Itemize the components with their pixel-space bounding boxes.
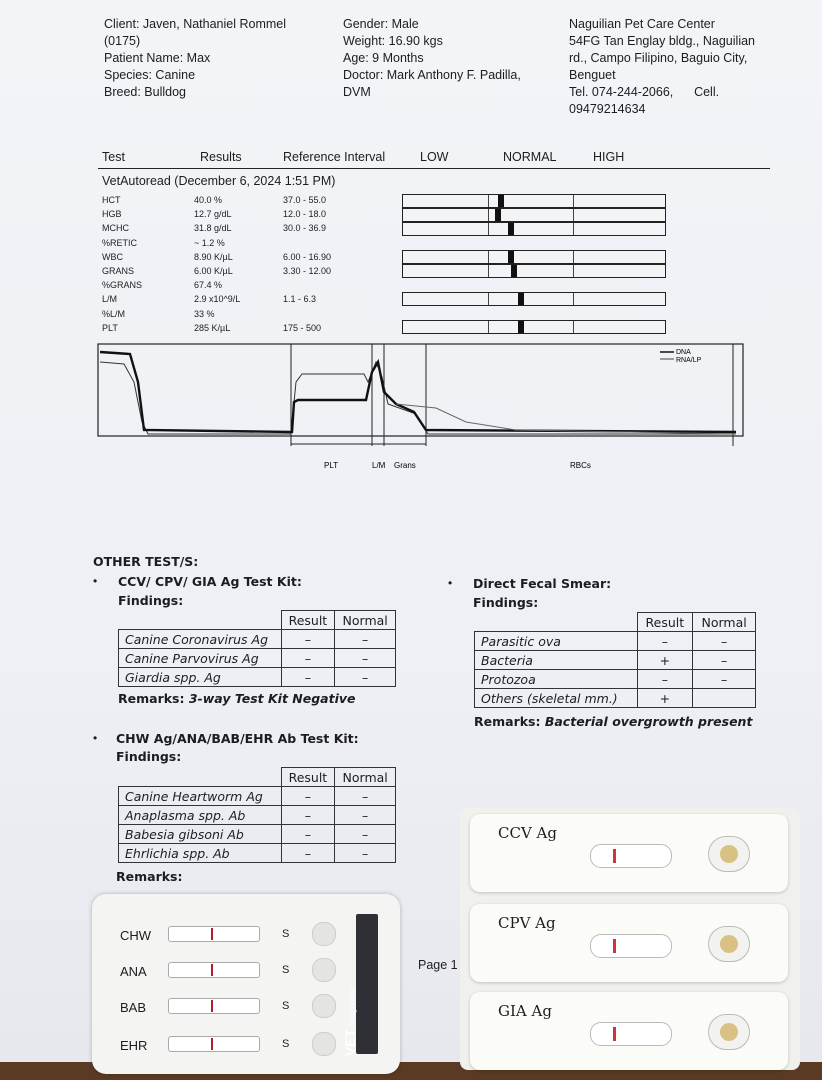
gauge-marker — [518, 321, 524, 333]
result-row — [102, 207, 402, 221]
clinic-line: Tel. 074-244-2066, Cell. — [569, 85, 720, 99]
gauge-marker — [495, 209, 501, 221]
col-result: Result — [637, 613, 693, 632]
sample-mark: S — [282, 964, 290, 976]
control-line — [613, 939, 616, 953]
cassette-label: CPV Ag — [498, 914, 556, 932]
col-normal: Normal — [335, 768, 396, 787]
clinic-line: Benguet — [569, 68, 616, 82]
param-name: %L/M — [102, 308, 126, 319]
patient-line: Weight: 16.90 kgs — [343, 34, 443, 48]
cassette-label: CCV Ag — [498, 824, 557, 842]
kit-row-label: EHR — [120, 1038, 148, 1053]
col-normal: Normal — [693, 613, 756, 632]
ccv-cassette — [470, 814, 788, 892]
gia-cassette — [470, 992, 788, 1070]
param-value: 12.7 g/dL — [194, 209, 232, 220]
param-name: PLT — [102, 322, 118, 333]
table-row: Canine Coronavirus Ag – – — [119, 630, 396, 649]
sample-mark: S — [282, 1038, 290, 1050]
gauge-plt — [402, 320, 666, 334]
result-row — [102, 278, 402, 292]
gauge-hgb — [402, 208, 666, 222]
client-line: Patient Name: Max — [104, 51, 211, 65]
label-lm: L/M — [372, 461, 386, 470]
table-row: Ehrlichia spp. Ab – – — [119, 844, 396, 863]
client-line: Species: Canine — [104, 68, 196, 82]
table-row: Giardia spp. Ag – – — [119, 668, 396, 687]
test-strip — [168, 962, 260, 978]
run-title: VetAutoread (December 6, 2024 1:51 PM) — [102, 174, 336, 188]
brand-logo: VET Diagnostix — [342, 987, 359, 1057]
result-row — [102, 193, 402, 207]
section-title: Direct Fecal Smear: — [473, 576, 612, 591]
patient-line: Gender: Male — [343, 17, 419, 31]
patient-line: Age: 9 Months — [343, 51, 424, 65]
gauge-marker — [511, 265, 517, 277]
control-line — [613, 1027, 616, 1041]
gauge-lm — [402, 292, 666, 306]
param-name: MCHC — [102, 223, 129, 234]
col-result: Result — [281, 768, 335, 787]
sample-well — [708, 836, 750, 872]
gauge-hct — [402, 194, 666, 208]
sample-well — [312, 958, 336, 982]
param-value: 31.8 g/dL — [194, 223, 232, 234]
client-line: Client: Javen, Nathaniel Rommel — [104, 17, 287, 31]
sample-mark: S — [282, 928, 290, 940]
kit-row-label: CHW — [120, 928, 152, 943]
result-row — [102, 307, 402, 321]
clinic-line: 54FG Tan Englay bldg., Naguilian — [569, 34, 755, 48]
patient-line: Doctor: Mark Anthony F. Padilla, — [343, 68, 521, 82]
label-grans: Grans — [394, 461, 416, 470]
param-ref: 1.1 - 6.3 — [283, 294, 317, 305]
chw-test-kit — [92, 894, 400, 1074]
section-title: CHW Ag/ANA/BAB/EHR Ab Test Kit: — [116, 731, 359, 746]
clinic-info — [569, 16, 789, 118]
kit-row-label: BAB — [120, 1000, 147, 1015]
table-row: Others (skeletal mm.) + — [475, 689, 756, 708]
test-strip — [168, 926, 260, 942]
other-tests-title: OTHER TEST/S: — [93, 554, 199, 569]
col-result: Result — [281, 611, 335, 630]
param-value: 33 % — [194, 308, 215, 319]
client-line: (0175) — [104, 34, 141, 48]
param-name: WBC — [102, 251, 123, 262]
col-normal: NORMAL — [503, 150, 557, 164]
col-results: Results — [200, 150, 242, 164]
param-name: GRANS — [102, 265, 135, 276]
result-row — [102, 264, 402, 278]
param-ref: 3.30 - 12.00 — [283, 265, 332, 276]
sample-well — [708, 1014, 750, 1050]
section-title: CCV/ CPV/ GIA Ag Test Kit: — [118, 574, 302, 589]
col-ref: Reference Interval — [283, 150, 386, 164]
chw-table — [118, 767, 396, 863]
gauge-marker — [518, 293, 524, 305]
chw-remarks: Remarks: — [116, 869, 183, 884]
table-row: Bacteria + – — [475, 651, 756, 670]
kit-row-label: ANA — [120, 964, 147, 979]
param-value: 6.00 K/µL — [194, 265, 233, 276]
param-value: 2.9 x10^9/L — [194, 294, 241, 305]
buffy-coat-histogram — [96, 342, 746, 472]
param-value: 40.0 % — [194, 195, 223, 205]
gauge-grans — [402, 264, 666, 278]
results-table — [102, 193, 402, 335]
table-row: Anaplasma spp. Ab – – — [119, 806, 396, 825]
sample-well — [312, 1032, 336, 1056]
table-row: Protozoa – – — [475, 670, 756, 689]
param-ref: 37.0 - 55.0 — [283, 195, 327, 205]
param-value: ~ 1.2 % — [194, 237, 225, 248]
client-line: Breed: Bulldog — [104, 85, 187, 99]
page-number: Page 1 — [418, 958, 458, 972]
param-ref: 175 - 500 — [283, 322, 322, 333]
sample-well — [312, 994, 336, 1018]
param-value: 8.90 K/µL — [194, 251, 233, 262]
patient-line: DVM — [343, 85, 371, 99]
label-plt: PLT — [324, 461, 339, 470]
clinic-line: 09479214634 — [569, 102, 646, 116]
col-low: LOW — [420, 150, 449, 164]
control-line — [613, 849, 616, 863]
table-row: Canine Parvovirus Ag – – — [119, 649, 396, 668]
ccv-table — [118, 610, 396, 687]
legend-rnalp: RNA/LP — [676, 357, 702, 364]
findings-label: Findings: — [116, 749, 182, 764]
fecal-remarks: Remarks: Bacterial overgrowth present — [474, 714, 753, 729]
clinic-line: rd., Campo Filipino, Baguio City, — [569, 51, 748, 65]
patient-info — [343, 16, 543, 101]
result-row — [102, 236, 402, 250]
gauge-marker — [498, 195, 504, 207]
param-name: HGB — [102, 209, 122, 220]
table-row: Parasitic ova – – — [475, 632, 756, 651]
gauge-marker — [508, 223, 514, 235]
brand-strip — [342, 914, 378, 1057]
result-window — [590, 1022, 672, 1046]
result-row — [102, 221, 402, 235]
sample-well — [312, 922, 336, 946]
param-ref: 6.00 - 16.90 — [283, 251, 332, 262]
sample-mark: S — [282, 1000, 290, 1012]
param-ref: 12.0 - 18.0 — [283, 209, 327, 220]
cassette-label: GIA Ag — [498, 1002, 552, 1020]
label-rbcs: RBCs — [570, 461, 591, 470]
client-info — [104, 16, 324, 101]
col-high: HIGH — [593, 150, 625, 164]
param-value: 67.4 % — [194, 280, 223, 291]
test-strip — [168, 998, 260, 1014]
findings-label: Findings: — [118, 593, 184, 608]
result-row — [102, 292, 402, 306]
test-strip — [168, 1036, 260, 1052]
fecal-table — [474, 612, 756, 708]
param-value: 285 K/µL — [194, 322, 231, 333]
sample-well — [708, 926, 750, 962]
param-name: %GRANS — [102, 280, 143, 291]
legend-dna: DNA — [676, 349, 691, 356]
param-name: %RETIC — [102, 237, 138, 248]
table-row: Canine Heartworm Ag – – — [119, 787, 396, 806]
cpv-cassette — [470, 904, 788, 982]
gauge-wbc — [402, 250, 666, 264]
result-row — [102, 321, 402, 335]
result-window — [590, 934, 672, 958]
param-name: L/M — [102, 294, 118, 305]
table-row: Babesia gibsoni Ab – – — [119, 825, 396, 844]
col-test: Test — [102, 150, 125, 164]
result-window — [590, 844, 672, 868]
result-row — [102, 250, 402, 264]
gauge-marker — [508, 251, 514, 263]
col-normal: Normal — [335, 611, 396, 630]
param-ref: 30.0 - 36.9 — [283, 223, 327, 234]
gauge-mchc — [402, 222, 666, 236]
clinic-line: Naguilian Pet Care Center — [569, 17, 715, 31]
findings-label: Findings: — [473, 595, 539, 610]
ccv-remarks: Remarks: 3-way Test Kit Negative — [118, 691, 356, 706]
header-rule — [98, 168, 770, 169]
param-name: HCT — [102, 195, 121, 205]
